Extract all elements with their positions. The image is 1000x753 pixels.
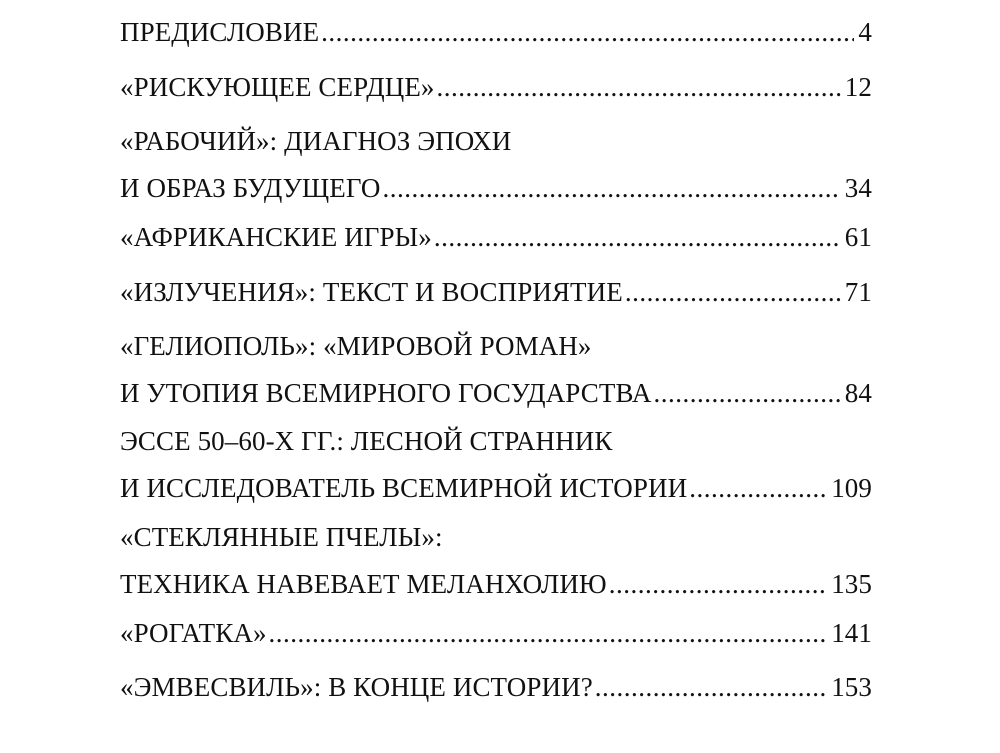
toc-entry-line [120, 613, 872, 653]
toc-entry-radiations[interactable] [120, 272, 872, 312]
toc-entry-title-continued: ТЕХНИКА НАВЕВАЕТ МЕЛАНХОЛИЮ [120, 569, 607, 599]
toc-entry-title: «РАБОЧИЙ»: ДИАГНОЗ ЭПОХИ [120, 126, 512, 156]
toc-entry-glass-bees[interactable] [120, 517, 872, 604]
dot-leader [653, 373, 840, 413]
toc-entry-line [120, 121, 872, 161]
toc-entry-line [120, 667, 872, 707]
toc-page-number: 71 [844, 277, 872, 307]
toc-entry-title: «АФРИКАНСКИЕ ИГРЫ» [120, 222, 432, 252]
toc-entry-worker[interactable] [120, 121, 872, 208]
toc-entry-line [120, 517, 872, 557]
toc-page-number: 109 [831, 473, 872, 503]
toc-entry-heliopolis[interactable] [120, 326, 872, 413]
toc-page-number: 61 [844, 222, 872, 252]
toc-entry-title: «РОГАТКА» [120, 618, 267, 648]
toc-page-number: 153 [831, 672, 872, 702]
toc-entry-title: «ГЕЛИОПОЛЬ»: «МИРОВОЙ РОМАН» [120, 331, 592, 361]
toc-page-number: 141 [831, 618, 872, 648]
toc-entry-preface[interactable] [120, 12, 872, 52]
toc-entry-title: ЭССЕ 50–60-Х ГГ.: ЛЕСНОЙ СТРАННИК [120, 426, 613, 456]
toc-entry-line [120, 272, 872, 312]
toc-entry-line [120, 217, 872, 257]
toc-entry-line [120, 326, 872, 366]
dot-leader [609, 564, 827, 604]
dot-leader [383, 168, 841, 208]
toc-entry-eumeswil[interactable] [120, 667, 872, 707]
dot-leader [434, 217, 841, 257]
dot-leader [437, 67, 841, 107]
toc-entry-slingshot[interactable] [120, 613, 872, 653]
toc-entry-line [120, 12, 872, 52]
toc-entry-title: «РИСКУЮЩЕЕ СЕРДЦЕ» [120, 72, 435, 102]
toc-entry-line [120, 421, 872, 461]
toc-entry-line [120, 564, 872, 604]
toc-entry-risking-heart[interactable] [120, 67, 872, 107]
toc-entry-title: «ЭМВЕСВИЛЬ»: В КОНЦЕ ИСТОРИИ? [120, 672, 593, 702]
toc-page-number: 12 [844, 72, 872, 102]
toc-page-number: 34 [844, 173, 872, 203]
toc-page-number: 135 [831, 569, 872, 599]
toc-entry-essays[interactable] [120, 421, 872, 508]
toc-entry-title: ПРЕДИСЛОВИЕ [120, 17, 320, 47]
toc-entry-title-continued: И УТОПИЯ ВСЕМИРНОГО ГОСУДАРСТВА [120, 378, 652, 408]
dot-leader [269, 613, 828, 653]
toc-entry-title-continued: И ИССЛЕДОВАТЕЛЬ ВСЕМИРНОЙ ИСТОРИИ [120, 473, 688, 503]
dot-leader [595, 667, 827, 707]
toc-entry-line [120, 168, 872, 208]
toc-entry-title-continued: И ОБРАЗ БУДУЩЕГО [120, 173, 381, 203]
toc-page-number: 84 [844, 378, 872, 408]
toc-entry-line [120, 67, 872, 107]
toc-entry-line [120, 468, 872, 508]
toc-page-number: 4 [858, 17, 872, 47]
toc-entry-title: «ИЗЛУЧЕНИЯ»: ТЕКСТ И ВОСПРИЯТИЕ [120, 277, 623, 307]
toc-entry-title: «СТЕКЛЯННЫЕ ПЧЕЛЫ»: [120, 522, 443, 552]
dot-leader [625, 272, 841, 312]
dot-leader [321, 12, 854, 52]
toc-entry-african-games[interactable] [120, 217, 872, 257]
toc-entry-line [120, 373, 872, 413]
dot-leader [689, 468, 827, 508]
